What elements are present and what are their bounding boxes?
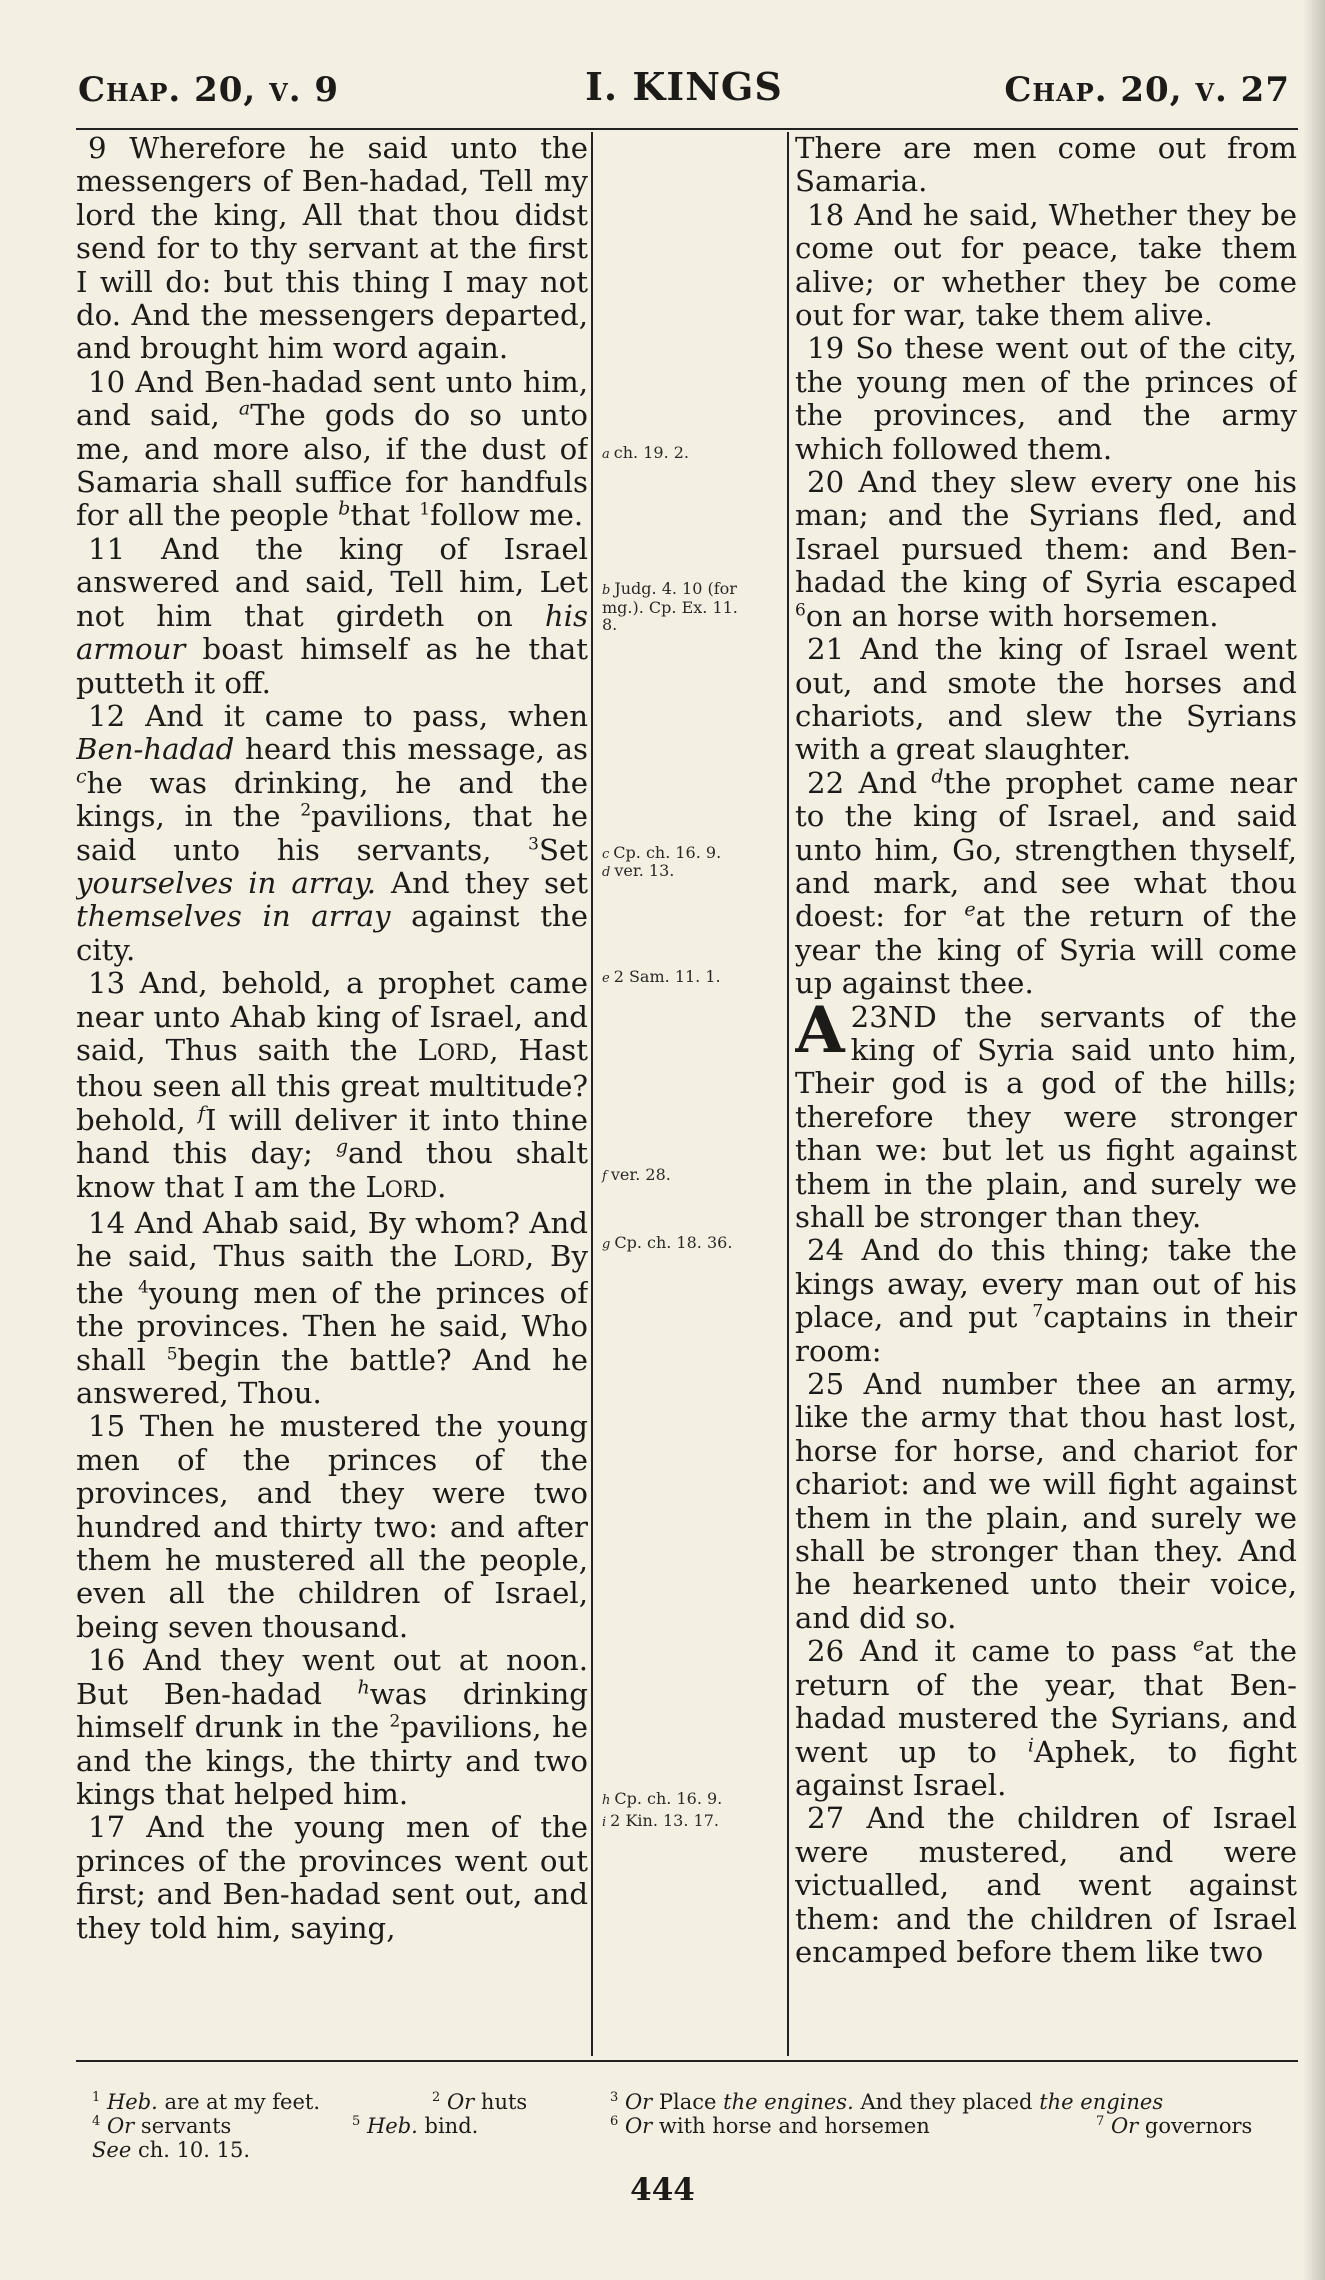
margin-note-g: g Cp. ch. 18. 36. [602, 1233, 733, 1252]
right-text-column [795, 132, 1297, 2064]
margin-note-b: b Judg. 4. 10 (for mg.). Cp. Ex. 11. 8. [602, 579, 738, 634]
header-chapter-end: Chap. 20, v. 27 [1004, 70, 1290, 110]
footnote-7: $^7$ Or governors [1096, 2114, 1253, 2138]
footnote-1: $^1$ Heb. are at my feet. [92, 2090, 321, 2114]
header-rule [76, 128, 1298, 130]
verse-15: 15 Then he mustered the young men of the princes of the provinces, and they were two hundred and thirty two: and after them he mustered all the people, even all the children of Israel, being seven thousand. [76, 1409, 588, 1644]
margin-note-f: f ver. 28. [602, 1165, 671, 1184]
verse-25: 25 And number thee an army, like the army that thou hast lost, horse for horse, and chariot for chariot: and we will fight against them in the plain, and surely we shall be stronger than they. And he hearkened unto their voice, and did so. [795, 1367, 1297, 1635]
verse-24: 24 And do this thing; take the kings away, every man out of his place, and put $^7$captains in their room: [795, 1233, 1297, 1368]
verse-16: 16 And they went out at noon. But Ben-hadad $^h$was drinking himself drunk in the $^2$pavilions, he and the kings, the thirty and two kings that helped him. [76, 1643, 588, 1811]
running-header [78, 62, 1290, 122]
column-divider-right [787, 132, 789, 2056]
footnote-5: $^5$ Heb. bind. [352, 2114, 479, 2138]
page-number: 444 [630, 2172, 695, 2208]
verse-13: 13 And, behold, a prophet came near unto Ahab king of Israel, and said, Thus saith the LORD, Hast thou seen all this great multitude? behold, $^f$I will deliver it into thine hand this day; $^g$and thou shalt know that I am the LORD. [76, 966, 588, 1204]
verse-11: 11 And the king of Israel answered and said, Tell him, Let not him that girdeth on his armour boast himself as he that putteth it off. [76, 531, 588, 700]
verse-17: 17 And the young men of the princes of the provinces went out first; and Ben-hadad sent out, and they told him, saying, [76, 1810, 588, 1945]
margin-notes-column [596, 132, 784, 2064]
left-text-column [76, 132, 588, 2064]
verse-10: 10 And Ben-hadad sent unto him, and said, $^a$The gods do so unto me, and more also, if the dust of Samaria shall suffice for handfuls for all the people $^b$that $^1$follow me. [76, 364, 588, 533]
verse-26: 26 And it came to pass $^e$at the return of the year, that Ben-hadad mustered the Syrians, and went up to $^i$Aphek, to fight against Israel. [795, 1633, 1297, 1802]
margin-note-e: e 2 Sam. 11. 1. [602, 967, 721, 986]
footnote-see: See ch. 10. 15. [92, 2138, 251, 2162]
footnote-2: $^2$ Or huts [432, 2090, 528, 2114]
footnote-3: $^3$ Or Place the engines. And they placed the engines [610, 2090, 1164, 2114]
footnote-6: $^6$ Or with horse and horsemen [610, 2114, 930, 2138]
verse-17-continued: There are men come out from Samaria. [795, 132, 1297, 199]
margin-note-c: c Cp. ch. 16. 9. [602, 843, 722, 862]
verse-21: 21 And the king of Israel went out, and smote the horses and chariots, and slew the Syrians with a great slaughter. [795, 632, 1297, 767]
verse-22: 22 And $^d$the prophet came near to the king of Israel, and said unto him, Go, strengthen thyself, and mark, and see what thou doest: for $^e$at the return of the year the king of Syria will come up against thee. [795, 764, 1297, 1001]
margin-note-d: d ver. 13. [602, 861, 675, 880]
verse-23: 23 A ND the servants of the king of Syria said unto him, Their god is a god of the hills; therefore they were stronger than we: but let us fight against them in the plain, and surely we shall be stronger than they. [795, 992, 1297, 1234]
header-book-title: I. KINGS [585, 64, 783, 109]
page-edge-shadow [1303, 0, 1325, 2280]
footnote-4: $^4$ Or servants [92, 2114, 232, 2138]
margin-note-h: h Cp. ch. 16. 9. [602, 1789, 723, 1808]
verse-14: 14 And Ahab said, By whom? And he said, Thus saith the LORD, By the $^4$young men of the princes of the provinces. Then he said, Who shall $^5$begin the battle? And he answered, Thou. [76, 1206, 588, 1411]
header-chapter-start: Chap. 20, v. 9 [78, 70, 340, 110]
margin-note-a: a ch. 19. 2. [602, 443, 689, 462]
verse-18: 18 And he said, Whether they be come out for peace, take them alive; or whether they be come out for war, take them alive. [795, 197, 1297, 333]
footnotes [92, 2090, 1302, 2162]
margin-note-i: i 2 Kin. 13. 17. [602, 1811, 719, 1830]
verse-19: 19 So these went out of the city, the young men of the princes of the provinces, and the army which followed them. [795, 331, 1297, 466]
column-divider-left [591, 132, 593, 2056]
verse-27: 27 And the children of Israel were mustered, and were victualled, and went against them: and the children of Israel encamped before them like two [795, 1801, 1297, 1969]
drop-cap: A [795, 992, 845, 1068]
verse-12: 12 And it came to pass, when Ben-hadad heard this message, as $^c$he was drinking, he and the kings, in the $^2$pavilions, that he said unto his servants, $^3$Set yourselves in array. And they set themselves in array against the city. [76, 698, 588, 967]
verse-20: 20 And they slew every one his man; and the Syrians fled, and Israel pursued them: and Ben-hadad the king of Syria escaped $^6$on an horse with horsemen. [795, 465, 1297, 633]
verse-9: 9 Wherefore he said unto the messengers of Ben-hadad, Tell my lord the king, All that thou didst send for to thy servant at the first I will do: but this thing I may not do. And the messengers departed, and brought him word again. [76, 132, 588, 366]
